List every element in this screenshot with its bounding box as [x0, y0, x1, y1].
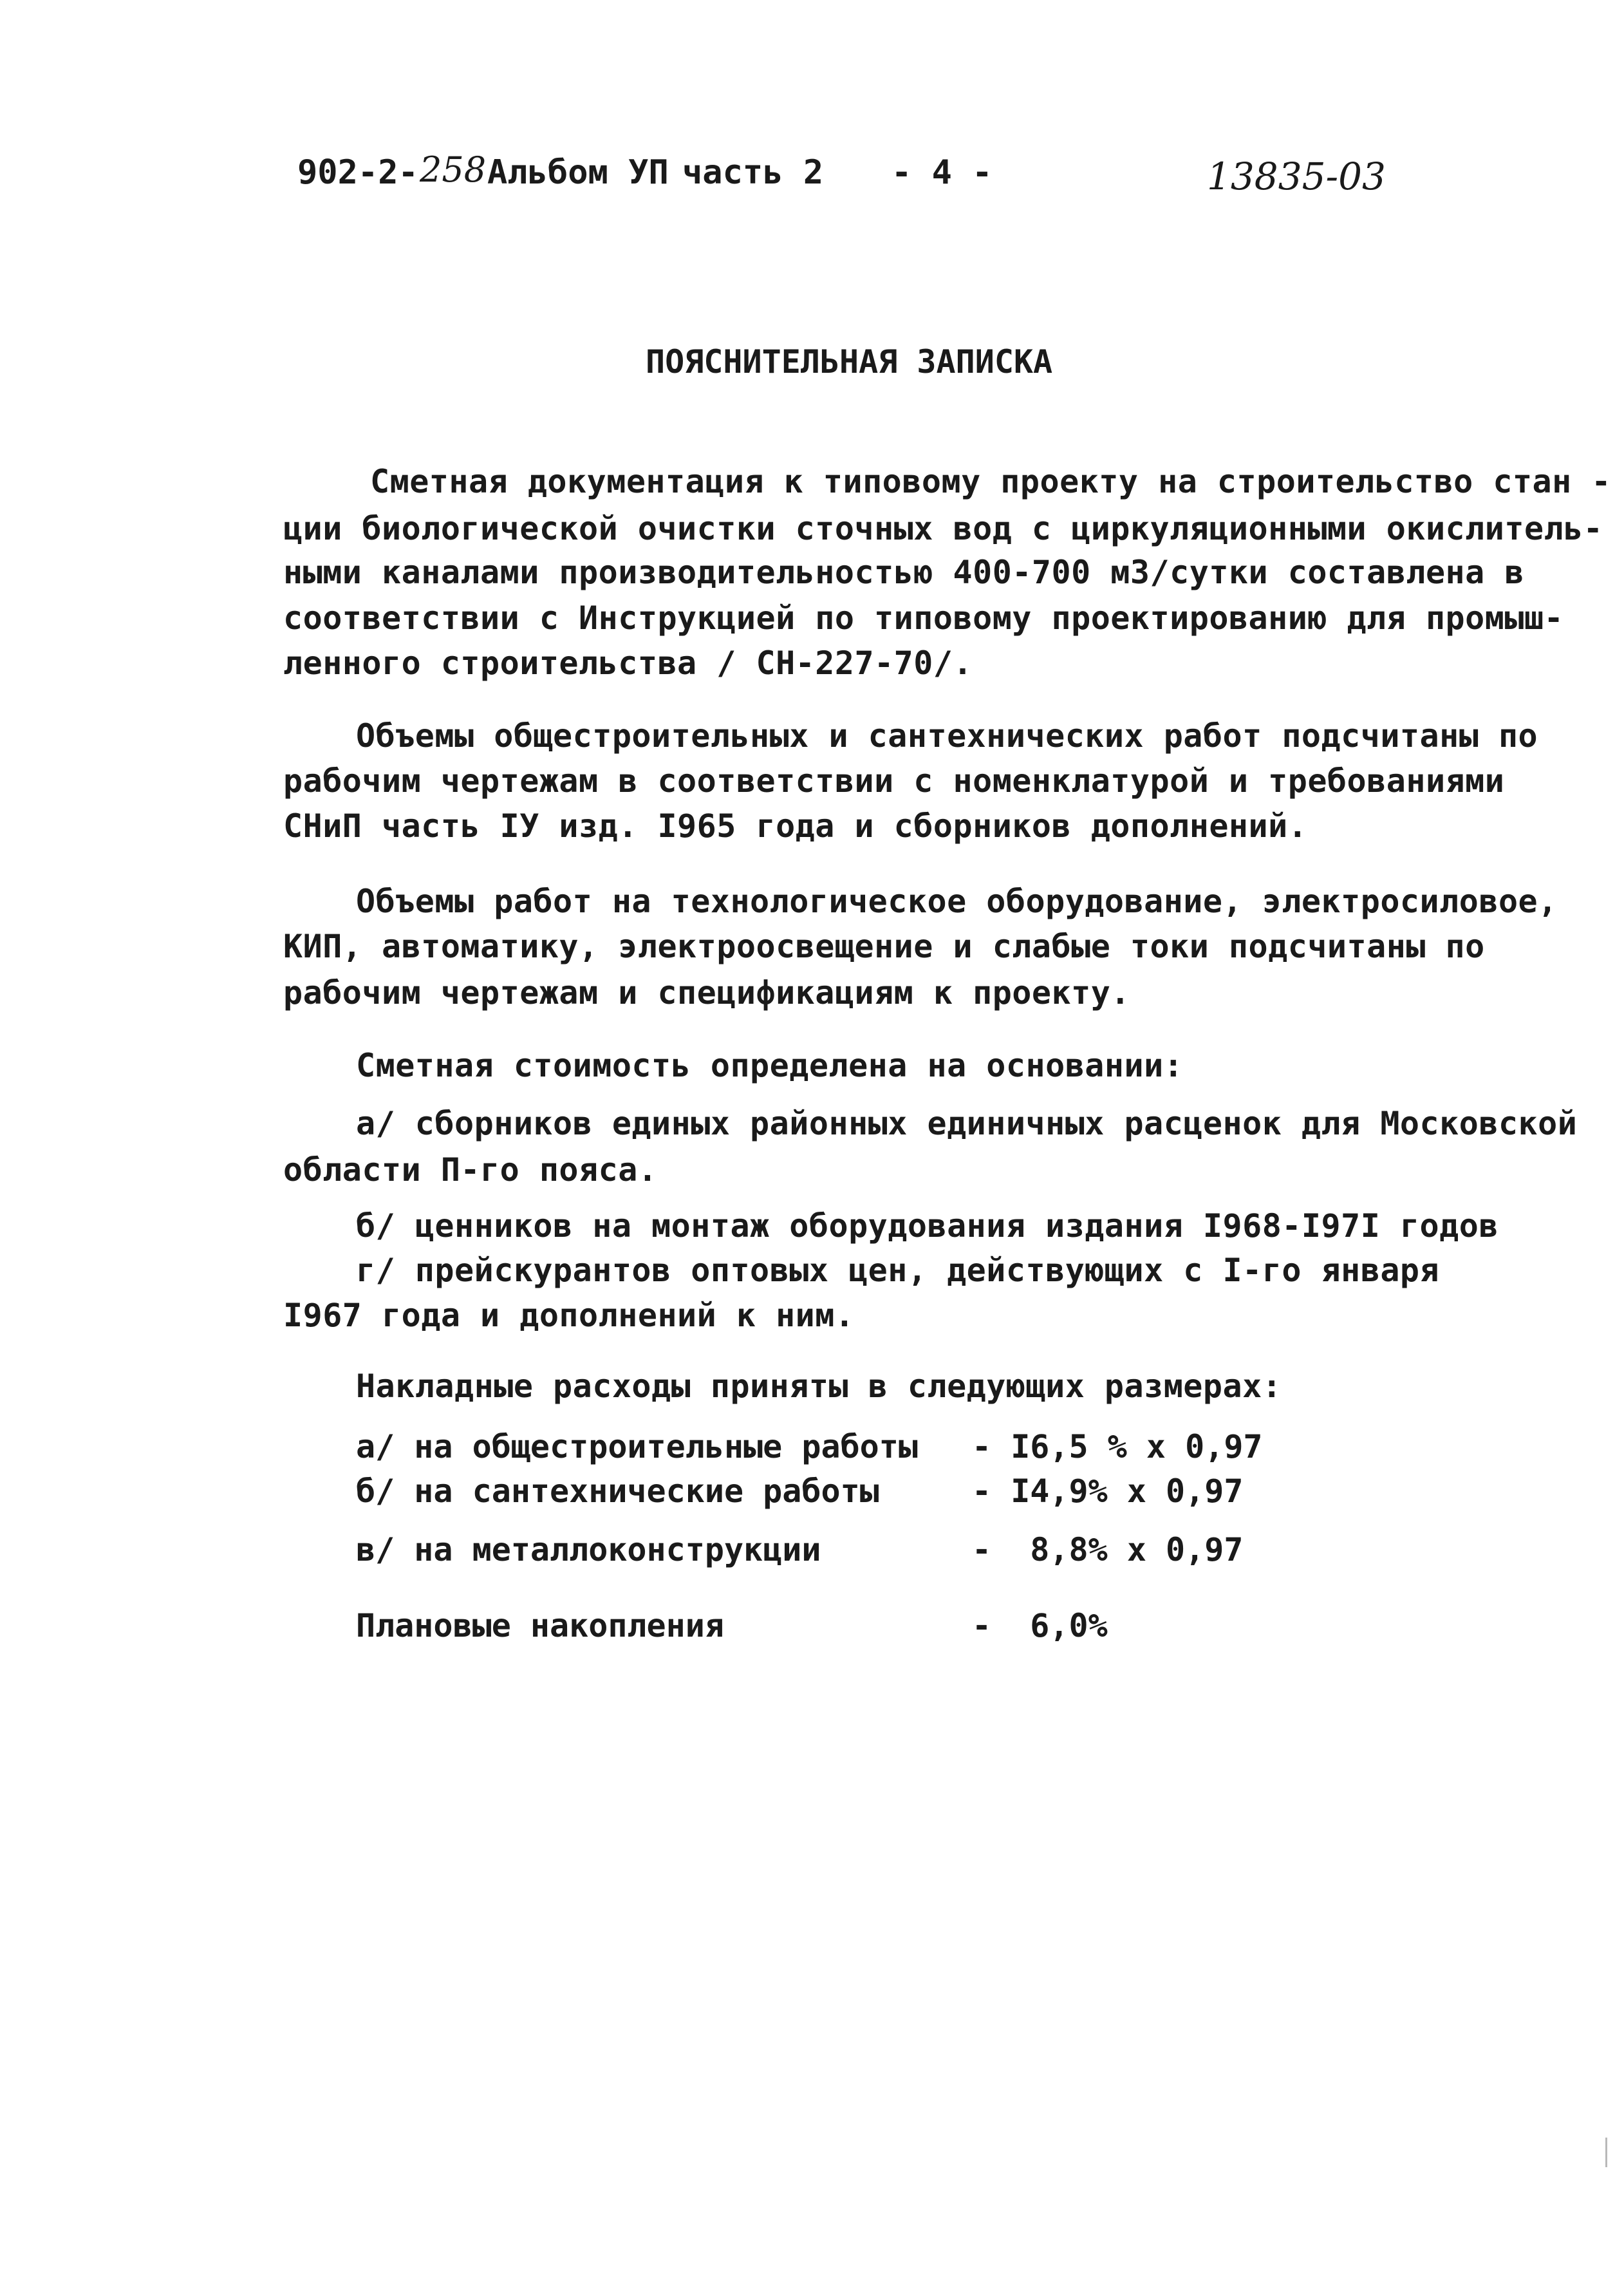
text-line: рабочим чертежам в соответствии с номенклатурой и требованиями [283, 762, 1505, 800]
text-line: соответствии с Инструкцией по типовому проектированию для промыш- [283, 599, 1564, 637]
text-line: Объемы общестроительных и сантехнических работ подсчитаны по [356, 717, 1538, 755]
text-line: СНиП часть IУ изд. I965 года и сборников дополнений. [283, 807, 1308, 845]
text-line: рабочим чертежам и спецификациям к проекту. [283, 974, 1130, 1011]
overhead-value: - 8,8% х 0,97 [972, 1531, 1244, 1568]
overhead-value: - I6,5 % х 0,97 [972, 1428, 1263, 1465]
doc-code-handwritten: 258 [420, 149, 487, 190]
basis-item-g: г/ прейскурантов оптовых цен, действующих с I-го января [356, 1252, 1440, 1289]
overhead-label: в/ на металлоконструкции [356, 1531, 821, 1568]
planned-savings-label: Плановые накопления [356, 1607, 724, 1644]
basis-item-g-cont: I967 года и дополнений к ним. [283, 1297, 855, 1334]
basis-item-a: а/ сборников единых районных единичных расценок для Московской [356, 1105, 1578, 1142]
text-line: Объемы работ на технологическое оборудование, электросиловое, [356, 883, 1558, 920]
section-intro: Накладные расходы приняты в следующих размерах: [356, 1368, 1282, 1405]
page-number: - 4 - [891, 153, 993, 192]
part-label: часть 2 [682, 153, 824, 192]
basis-item-a-cont: области П-го пояса. [283, 1151, 658, 1189]
basis-item-b: б/ ценников на монтаж оборудования издания I968-I97I годов [356, 1207, 1498, 1245]
text-line: ленного строительства / СН-227-70/. [283, 644, 973, 682]
doc-code-prefix: 902-2- [297, 153, 418, 192]
text-line: Сметная документация к типовому проекту на строительство стан - [370, 463, 1611, 500]
text-line: ными каналами производительностью 400-700 м3/сутки составлена в [283, 554, 1524, 591]
planned-savings-value: - 6,0% [972, 1607, 1108, 1644]
archive-stamp-number: 13835-03 [1207, 155, 1386, 198]
overhead-label: а/ на общестроительные работы [356, 1428, 918, 1465]
text-line: ции биологической очистки сточных вод с циркуляционными окислитель- [283, 510, 1603, 547]
overhead-label: б/ на сантехнические работы [356, 1472, 879, 1510]
text-line: КИП, автоматику, электроосвещение и слабые токи подсчитаны по [283, 928, 1485, 965]
page-title: ПОЯСНИТЕЛЬНАЯ ЗАПИСКА [646, 343, 1053, 381]
section-intro: Сметная стоимость определена на основании: [356, 1047, 1184, 1084]
scan-margin-mark [1605, 2138, 1607, 2167]
overhead-value: - I4,9% х 0,97 [972, 1472, 1244, 1510]
album-label: Альбом УП [487, 153, 669, 192]
